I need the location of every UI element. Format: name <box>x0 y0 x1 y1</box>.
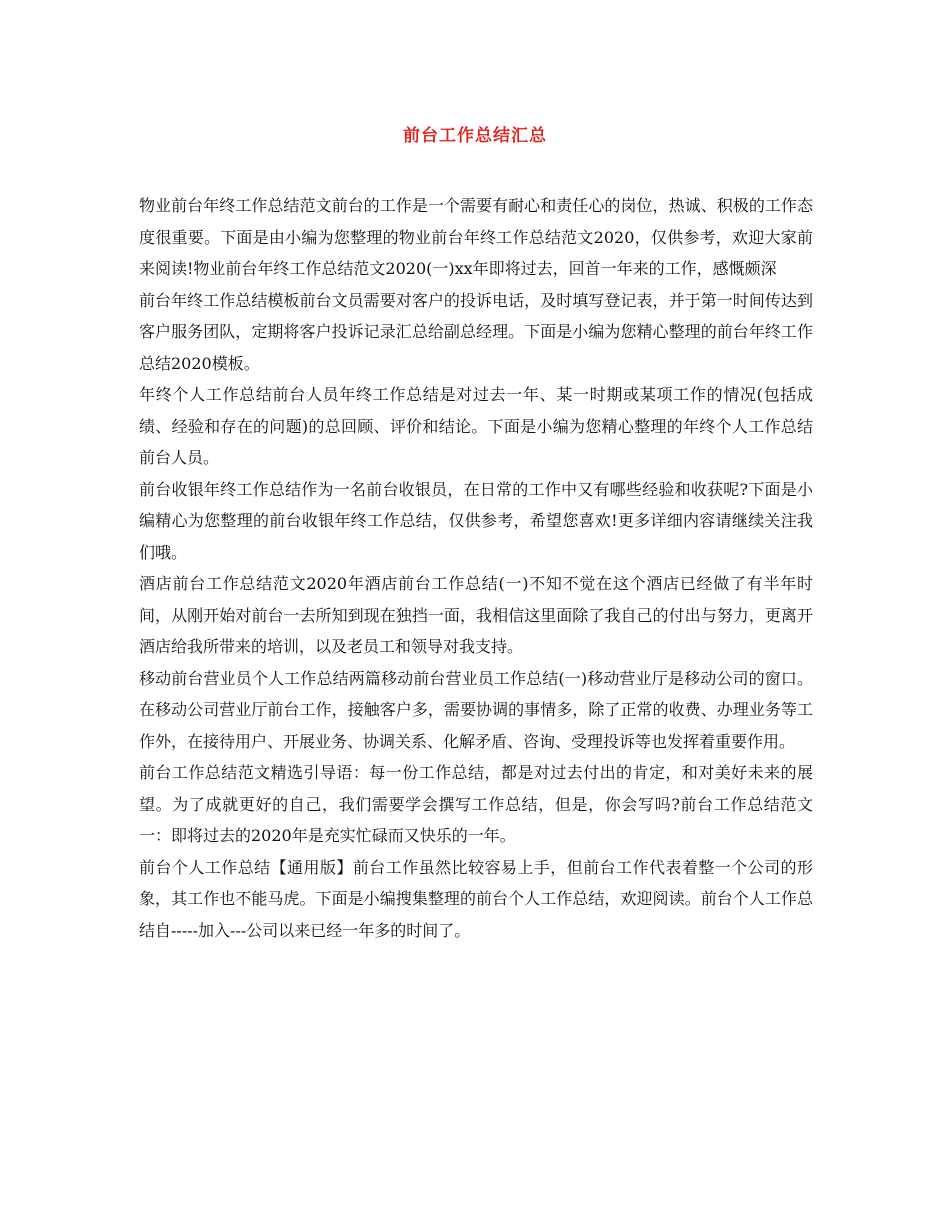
paragraph-general-edition: 前台个人工作总结【通用版】前台工作虽然比较容易上手，但前台工作代表着整一个公司的形象，其工作也不能马虎。下面是小编搜集整理的前台个人工作总结，欢迎阅读。前台个人工作总结自-----加入---公司以来已经一年多的时间了。 <box>139 857 813 940</box>
paragraph-property-front-desk: 物业前台年终工作总结范文前台的工作是一个需要有耐心和责任心的岗位，热诚、积极的工作态度很重要。下面是由小编为您整理的物业前台年终工作总结范文2020，仅供参考，欢迎大家前来阅读!物业前台年终工作总结范文2020(一)xx年即将过去，回首一年来的工作，感慨颇深 <box>139 196 813 278</box>
paragraph-selected-samples: 前台工作总结范文精选引导语：每一份工作总结，都是对过去付出的肯定，和对美好未来的展望。为了成就更好的自己，我们需要学会撰写工作总结，但是，你会写吗?前台工作总结范文一：即将过去的2020年是充实忙碌而又快乐的一年。 <box>139 763 813 845</box>
paragraph-personal-summary: 年终个人工作总结前台人员年终工作总结是对过去一年、某一时期或某项工作的情况(包括成绩、经验和存在的问题)的总回顾、评价和结论。下面是小编为您精心整理的年终个人工作总结前台人员。 <box>139 385 813 467</box>
paragraph-front-desk-template: 前台年终工作总结模板前台文员需要对客户的投诉电话，及时填写登记表，并于第一时间传达到客户服务团队，定期将客户投诉记录汇总给副总经理。下面是小编为您精心整理的前台年终工作总结2020模板。 <box>139 290 813 373</box>
document-title: 前台工作总结汇总 <box>403 126 547 146</box>
paragraph-cashier-summary: 前台收银年终工作总结作为一名前台收银员，在日常的工作中又有哪些经验和收获呢?下面是小编精心为您整理的前台收银年终工作总结，仅供参考，希望您喜欢!更多详细内容请继续关注我们哦。 <box>139 479 813 562</box>
paragraph-mobile-summary: 移动前台营业员个人工作总结两篇移动前台营业员工作总结(一)移动营业厅是移动公司的窗口。在移动公司营业厅前台工作，接触客户多，需要协调的事情多，除了正常的收费、办理业务等工作外，在接待用户、开展业务、协调关系、化解矛盾、咨询、受理投诉等也发挥着重要作用。 <box>139 668 813 751</box>
document-body <box>139 190 813 946</box>
paragraph-hotel-summary: 酒店前台工作总结范文2020年酒店前台工作总结(一)不知不觉在这个酒店已经做了有半年时间，从刚开始对前台一去所知到现在独挡一面，我相信这里面除了我自己的付出与努力，更离开酒店给我所带来的培训，以及老员工和领导对我支持。 <box>139 574 813 656</box>
